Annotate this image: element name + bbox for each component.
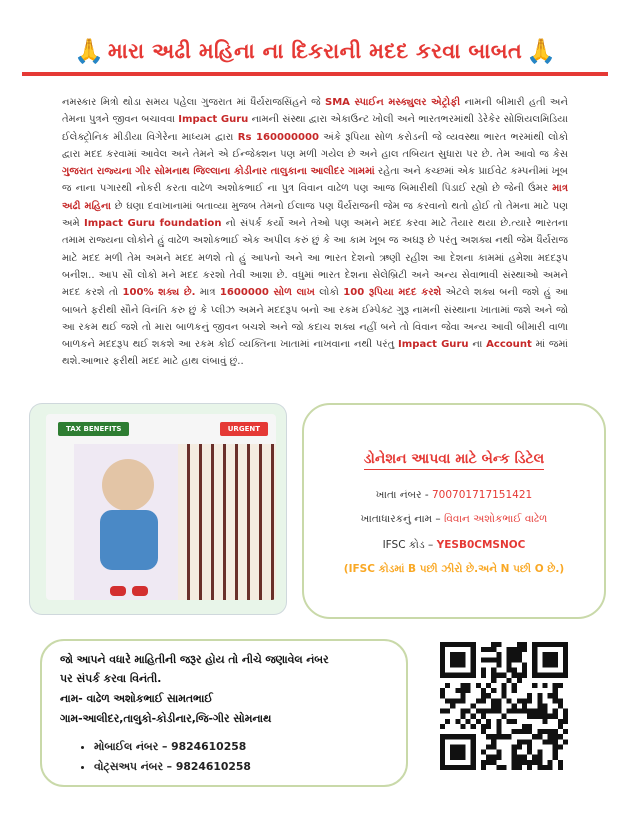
highlight-impact-foundation: Impact Guru foundation: [84, 218, 222, 230]
contact-name: નામ- વાઢેળ અશોકભાઈ સામતભાઈ: [60, 692, 213, 705]
contact-numbers-list: [76, 737, 251, 777]
folded-hands-icon: 🙏: [74, 37, 104, 65]
bank-title-text: ડોનેશન આપવા માટે બેન્ક ડિટેલ: [364, 451, 545, 470]
baby-photo-card: [30, 404, 286, 614]
ifsc-note: (IFSC કોડમાં B પછી ઝીરો છે.અને N પછી O છે.): [343, 563, 565, 575]
account-label: ખાતા નંબર -: [375, 489, 429, 501]
contact-request-line: પર સંપર્ક કરવા વિનંતી.: [60, 672, 162, 685]
tax-benefits-badge: TAX BENEFITS: [58, 422, 129, 436]
photo-piano-mat: [178, 444, 276, 600]
highlight-age: માત્ર અઢી મહિના: [62, 183, 568, 212]
ifsc-row: [304, 539, 604, 552]
highlight-account: Account: [486, 339, 532, 351]
photo-baby-body: [100, 510, 158, 570]
holder-name: વિવાન અશોકભાઈ વાઢેળ: [444, 513, 548, 525]
highlight-amount: 100 રૂપિયા મદદ કરશે: [343, 287, 442, 299]
text-span: માં જમાં થશે.આભાર ફરીથી મદદ માટે હાથ લંબાવું છું..: [62, 339, 568, 368]
appeal-paragraph: [62, 94, 568, 371]
text-span: લોકો: [319, 287, 339, 299]
urgent-badge: URGENT: [220, 422, 268, 436]
photo-baby-shoe: [132, 586, 148, 596]
text-span: એટલે શક્ય બની જશે હું આ બાબતે ફરીથી સૌને વિનંતિ કરુ છું કે પ્લીઝ અમને મદદરૂપ બનો આ રકમ ઈમ્પેક્ટ ગુરૂ નામની સંસ્થાના ખાતામાં જશે અને જો આ રકમ થઈ જશે તો મારા બાળકનું જીવન બચશે અને જો કદાચ શક્ય નહીં બને તો વિવાન જેવા અન્ય આવી બીમારી વાળા બાળકને મદદરૂપ થઈ શકશે આ રકમ કોઈ વ્યક્તિના ખાતામાં નાખવાના નથી પરંતુ: [62, 287, 568, 351]
folded-hands-icon: 🙏: [526, 37, 556, 65]
whatsapp-number: • વોટ્સઅપ નંબર – 9824610258: [94, 757, 251, 777]
bank-details-card: [302, 403, 606, 619]
account-number-row: [304, 489, 604, 502]
photo-baby-shoe: [110, 586, 126, 596]
highlight-location: ગુજરાત રાજ્યના ગીર સોમનાથ જિલ્લાના કોડીનાર તાલુકાના આલીદર ગામમાં: [62, 166, 375, 178]
highlight-sma: SMA સ્પાઈન મસ્ક્યુલર એટ્રોફી: [324, 97, 461, 108]
text-span: નામની બીમારી હતી અને તેમના પુત્રને જીવન બચાવવા: [62, 97, 569, 126]
text-span: નમસ્કાર મિત્રો થોડા સમય પહેલા ગુજરાત માં ધૈર્યરાજસિંહને જે: [62, 97, 321, 108]
account-number: 700701717151421: [432, 489, 533, 501]
text-span: ના: [472, 339, 483, 351]
qr-code-icon[interactable]: [440, 642, 568, 770]
text-span: રહેતા અને કચ્છમાં એક પ્રાઈવેટ કમ્પનીમાં ખૂબ જ નાના પગારથી નોકરી કરતા વાઢેળ અશોકભાઈ ના પુત્ર વિવાન વાઢેળ પણ આજ બિમારીથી પિડાઈ રહ્યો છે જેની ઉંમર: [62, 166, 568, 195]
highlight-percent: 100% શક્ય છે.: [122, 287, 196, 299]
ifsc-label: IFSC કોડ –: [382, 539, 434, 551]
text-span: નો સંપર્ક કર્યો અને તેઓ પણ અમને મદદ કરવા માટે તૈયાર થયા છે.ત્યારે ભારતના તમામ રાજ્યના લોકોને હું વાઢેળ અશોકભાઈ એક અપીલ કરું છું કે આ કામ ખૂબ જ અઘરૂ છે પરંતુ અશક્ય નથી જેમ ધૈર્યરાજ માટે મદદ મળી તેમ અમને મદદ મળશે તો હું આપનો અને આ ભારત દેશનો ઋણી રહીશ આ દેશના કામમાં હમેશા મદદરૂપ બનીશ.. આપ સૌ લોકો મને મદદ કરશો તેવી આશા છે. વધુમાં ભારત દેશના સેલેબ્રિટી અને અન્ય સેવાભાવી સંસ્થાઓ અમને મદદ કરશે તો: [62, 218, 568, 299]
highlight-amount: Rs 160000000: [237, 131, 319, 143]
highlight-impact-guru: Impact Guru: [398, 339, 469, 351]
contact-card: [40, 639, 408, 787]
photo-baby-head: [102, 459, 154, 511]
baby-photo: [46, 414, 276, 600]
mobile-number: • મોબાઈલ નંબર – 9824610258: [94, 737, 251, 757]
contact-request-line: જો આપને વધારે માહિતીની જરૂર હોય તો નીચે જણાવેલ નંબર: [60, 653, 329, 666]
page-header: [22, 30, 608, 76]
account-holder-row: [304, 513, 604, 526]
highlight-impact-guru: Impact Guru: [178, 114, 249, 126]
page-title: મારા અઢી મહિના ના દિકરાની મદદ કરવા બાબત: [107, 38, 523, 63]
text-span: નામની સંસ્થા દ્વારા એકાઉન્ટ ખોલી અને ભારતભરમાંથી ડેરેકેર સોશિયલમિડિયા ઈલેક્ટ્રોનિક મીડીયા વિગેરેના માધ્યમ દ્વારા: [62, 114, 568, 143]
contact-address: ગામ-આલીદર,તાલુકો-કોડીનાર,જિ-ગીર સોમનાથ: [60, 712, 272, 725]
text-span: છે ઘણા દવાખાનામાં બતાવ્યા મુજબ તેમનો ઈલાજ પણ ધૈર્યરાજની જેમ જ કરવાનો થતો હોઈ તો તેમના માટે પણ અમે: [62, 200, 568, 230]
text-span: અંકે રૂપિયા સોળ કરોડની જે વ્યવસ્થા ભારત ભરમાંથી લોકો દ્વારા મદદ કરવામાં આવેલ અને તેમને એ ઈન્જેક્શન પણ મળી ગયેલ છે અને હાલ તબિયત સુધારા પર છે. તેમ આવો જ કેસ: [62, 131, 568, 160]
holder-label: ખાતાધારકનું નામ –: [360, 513, 441, 525]
text-span: માત્ર: [199, 287, 216, 299]
highlight-amount: 1600000 સોળ લાખ: [219, 287, 315, 299]
ifsc-code: YESB0CMSNOC: [436, 539, 526, 551]
bank-details-title: [304, 451, 604, 467]
